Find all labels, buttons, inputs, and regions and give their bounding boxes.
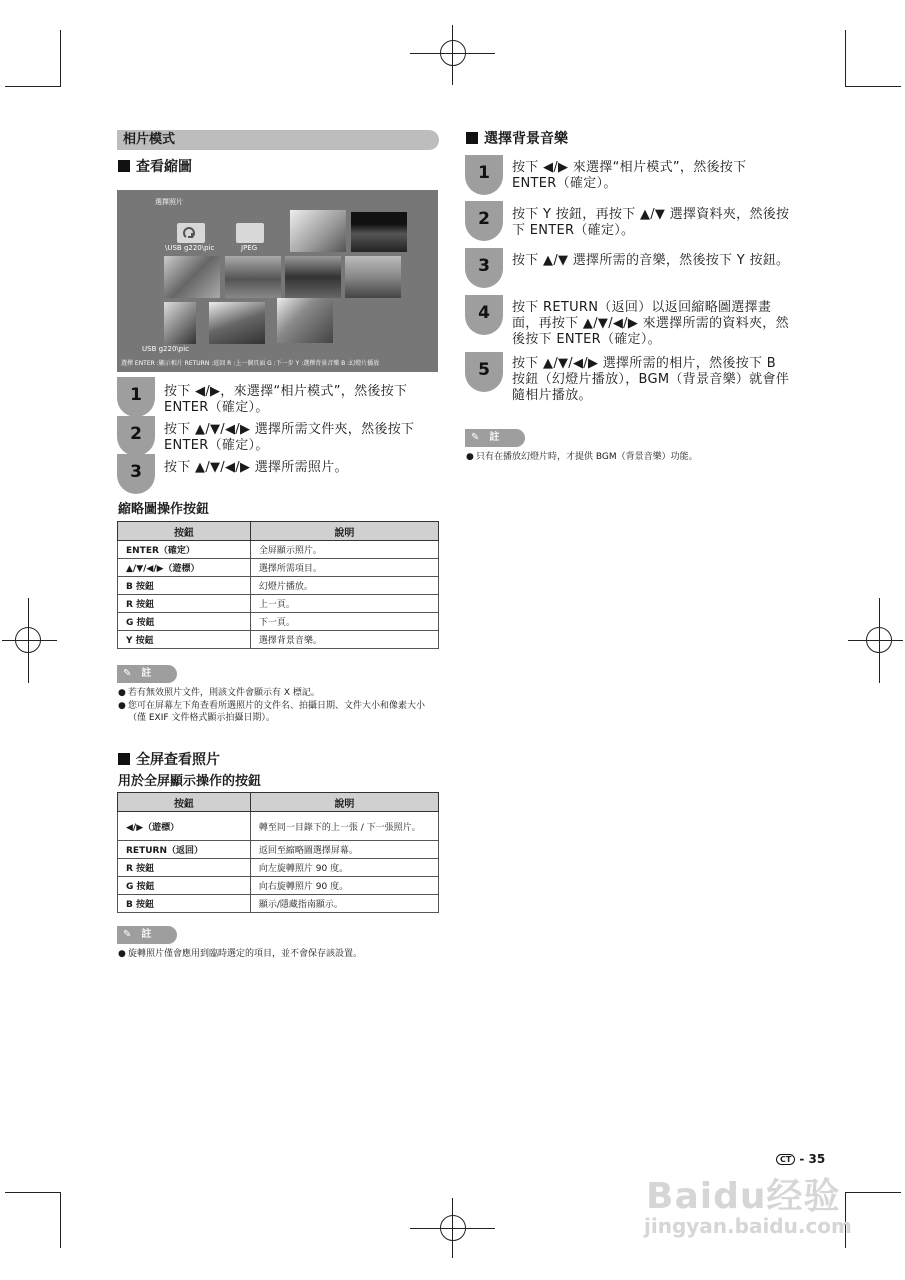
folder-label: JPEG <box>241 244 258 252</box>
step-number-tab <box>465 352 503 392</box>
step-text: 按下 ◀/▶，來選擇“相片模式”，然後按下 ENTER（確定）。 <box>164 384 408 415</box>
step-number: 4 <box>478 303 490 323</box>
folder-label: \USB g220\pic <box>165 244 215 252</box>
note-label: 註 <box>489 432 500 443</box>
table-cell: 下一頁。 <box>250 613 438 631</box>
step-number: 2 <box>478 209 490 229</box>
note-text: 旋轉照片僅會應用到臨時選定的項目，並不會保存該設置。 <box>128 949 363 959</box>
note-text: 若有無效照片文件，則該文件會顯示有 X 標記。 <box>128 688 320 698</box>
note-text: 您可在屏幕左下角查看所選照片的文件名、拍攝日期、文件大小和像素大小（僅 EXIF 文件格式顯示拍攝日期）。 <box>128 701 426 723</box>
step-number: 3 <box>478 256 490 276</box>
note-item <box>118 687 442 699</box>
step-text: 按下 RETURN（返回）以返回縮略圖選擇畫面，再按下 ▲/▼/◀/▶ 來選擇所需的資料夾，然後按下 ENTER（確定）。 <box>512 300 789 347</box>
table-row <box>118 877 439 895</box>
photo-thumbnail <box>290 210 346 252</box>
thumb-heading <box>118 158 192 176</box>
step-text: 按下 ▲/▼ 選擇所需的音樂，然後按下 Y 按鈕。 <box>512 253 790 268</box>
crop-mark <box>845 1192 901 1193</box>
table-cell: 選擇背景音樂。 <box>250 631 438 649</box>
step-text: 按下 ▲/▼/◀/▶ 選擇所需照片。 <box>164 460 348 475</box>
table-cell: 轉至同一目錄下的上一張 / 下一張照片。 <box>250 812 438 841</box>
step-number-tab <box>465 295 503 335</box>
table-cell: 上一頁。 <box>250 595 438 613</box>
table-cell: ◀/▶（遊標） <box>118 812 251 841</box>
photo-thumbnail <box>209 302 265 344</box>
note-item <box>118 700 442 724</box>
page-number-value: 35 <box>808 1152 826 1166</box>
thumbnail-screen <box>117 190 438 372</box>
square-bullet-icon <box>118 160 130 172</box>
screen-title: 選擇照片 <box>155 198 183 206</box>
step-number-tab <box>465 248 503 288</box>
crop-mark <box>845 30 846 86</box>
photo-thumbnail <box>345 256 401 298</box>
crop-mark <box>60 1192 61 1248</box>
page-number <box>776 1152 825 1166</box>
note-item <box>466 451 796 463</box>
full-heading <box>118 751 220 769</box>
watermark-logo: Baidu经验 <box>646 1176 841 1217</box>
table-row <box>118 631 439 649</box>
table-cell: 向左旋轉照片 90 度。 <box>250 859 438 877</box>
note-item <box>118 948 442 960</box>
table-header: 按鈕 <box>118 793 251 812</box>
step-number: 2 <box>130 424 142 444</box>
section-title: 相片模式 <box>117 130 439 150</box>
fullscreen-buttons-table <box>117 792 439 913</box>
square-bullet-icon <box>118 753 130 765</box>
bgm-heading-label: 選擇背景音樂 <box>484 131 568 147</box>
photo-thumbnail <box>164 302 196 344</box>
table1-title: 縮略圖操作按鈕 <box>118 502 210 517</box>
note-label: 註 <box>141 929 152 940</box>
note-label: 註 <box>141 668 152 679</box>
table-cell: B 按鈕 <box>118 895 251 913</box>
pencil-icon: ✎ <box>471 432 480 443</box>
photo-thumbnail <box>285 256 341 298</box>
bullet-icon: ● <box>118 949 126 959</box>
table-cell: B 按鈕 <box>118 577 251 595</box>
table-header: 說明 <box>250 793 438 812</box>
square-bullet-icon <box>466 132 478 144</box>
table-row <box>118 541 439 559</box>
table-cell: ENTER（確定） <box>118 541 251 559</box>
table-row <box>118 859 439 877</box>
table-row <box>118 577 439 595</box>
photo-thumbnail <box>225 256 281 298</box>
table-cell: R 按鈕 <box>118 595 251 613</box>
table-row <box>118 613 439 631</box>
table-cell: 顯示/隱藏指南顯示。 <box>250 895 438 913</box>
note-tab <box>465 429 525 447</box>
step-text: 按下 ▲/▼/◀/▶ 選擇所需文件夾，然後按下 ENTER（確定）。 <box>164 422 415 453</box>
screen-guide-bar: 選擇 ENTER :顯示相片 RETURN :返回 R :上一個頁面 G :下一步 Y :選擇背景音樂 B :幻燈片播放 <box>121 360 380 367</box>
table-cell: 選擇所需項目。 <box>250 559 438 577</box>
pencil-icon: ✎ <box>123 929 132 940</box>
table-cell: G 按鈕 <box>118 877 251 895</box>
table2-title: 用於全屏顯示操作的按鈕 <box>118 774 262 789</box>
table-cell: R 按鈕 <box>118 859 251 877</box>
step-number-tab <box>117 377 155 417</box>
table-row <box>118 595 439 613</box>
step-text: 按下 Y 按鈕，再按下 ▲/▼ 選擇資料夾，然後按下 ENTER（確定）。 <box>512 207 790 238</box>
table-cell: 幻燈片播放。 <box>250 577 438 595</box>
crop-mark <box>845 86 901 87</box>
thumb-heading-label: 查看縮圖 <box>136 159 192 175</box>
note-tab <box>117 926 177 944</box>
bullet-icon: ● <box>118 701 126 711</box>
table-cell: G 按鈕 <box>118 613 251 631</box>
step-number: 1 <box>130 385 142 405</box>
table-cell: ▲/▼/◀/▶（遊標） <box>118 559 251 577</box>
table-row <box>118 841 439 859</box>
table-cell: Y 按鈕 <box>118 631 251 649</box>
bgm-heading <box>466 130 568 148</box>
step-number-tab <box>117 416 155 456</box>
thumbnail-buttons-table <box>117 521 439 649</box>
step-number-tab <box>465 201 503 241</box>
table-cell: RETURN（返回） <box>118 841 251 859</box>
table-header: 按鈕 <box>118 522 251 541</box>
photo-thumbnail <box>351 212 407 252</box>
bullet-icon: ● <box>466 452 474 462</box>
photo-thumbnail <box>277 298 333 343</box>
folder-icon <box>236 223 264 243</box>
step-number: 1 <box>478 163 490 183</box>
table-row <box>118 812 439 841</box>
table-row <box>118 895 439 913</box>
step-text: 按下 ◀/▶ 來選擇“相片模式”，然後按下 ENTER（確定）。 <box>512 160 747 191</box>
crop-mark <box>5 86 61 87</box>
step-number-tab <box>117 454 155 494</box>
note-tab <box>117 665 177 683</box>
back-folder-icon <box>177 223 205 243</box>
note-text: 只有在播放幻燈片時，才提供 BGM（背景音樂）功能。 <box>476 452 698 462</box>
region-badge: CT <box>776 1154 795 1165</box>
table-cell: 向右旋轉照片 90 度。 <box>250 877 438 895</box>
table-header: 說明 <box>250 522 438 541</box>
step-number-tab <box>465 155 503 195</box>
table-row <box>118 559 439 577</box>
table-cell: 全屏顯示照片。 <box>250 541 438 559</box>
table-cell: 返回至縮略圖選擇屏幕。 <box>250 841 438 859</box>
crop-mark <box>5 1192 61 1193</box>
step-text: 按下 ▲/▼/◀/▶ 選擇所需的相片，然後按下 B 按鈕（幻燈片播放），BGM（背景音樂）就會伴隨相片播放。 <box>512 356 790 403</box>
pencil-icon: ✎ <box>123 668 132 679</box>
photo-thumbnail <box>164 256 220 298</box>
watermark-url: jingyan.baidu.com <box>644 1214 852 1238</box>
screen-path: USB g220\pic <box>142 345 189 353</box>
crop-mark <box>60 30 61 86</box>
page-dash: - <box>799 1152 809 1166</box>
step-number: 3 <box>130 462 142 482</box>
step-number: 5 <box>478 360 490 380</box>
full-heading-label: 全屏查看照片 <box>136 752 220 768</box>
bullet-icon: ● <box>118 688 126 698</box>
